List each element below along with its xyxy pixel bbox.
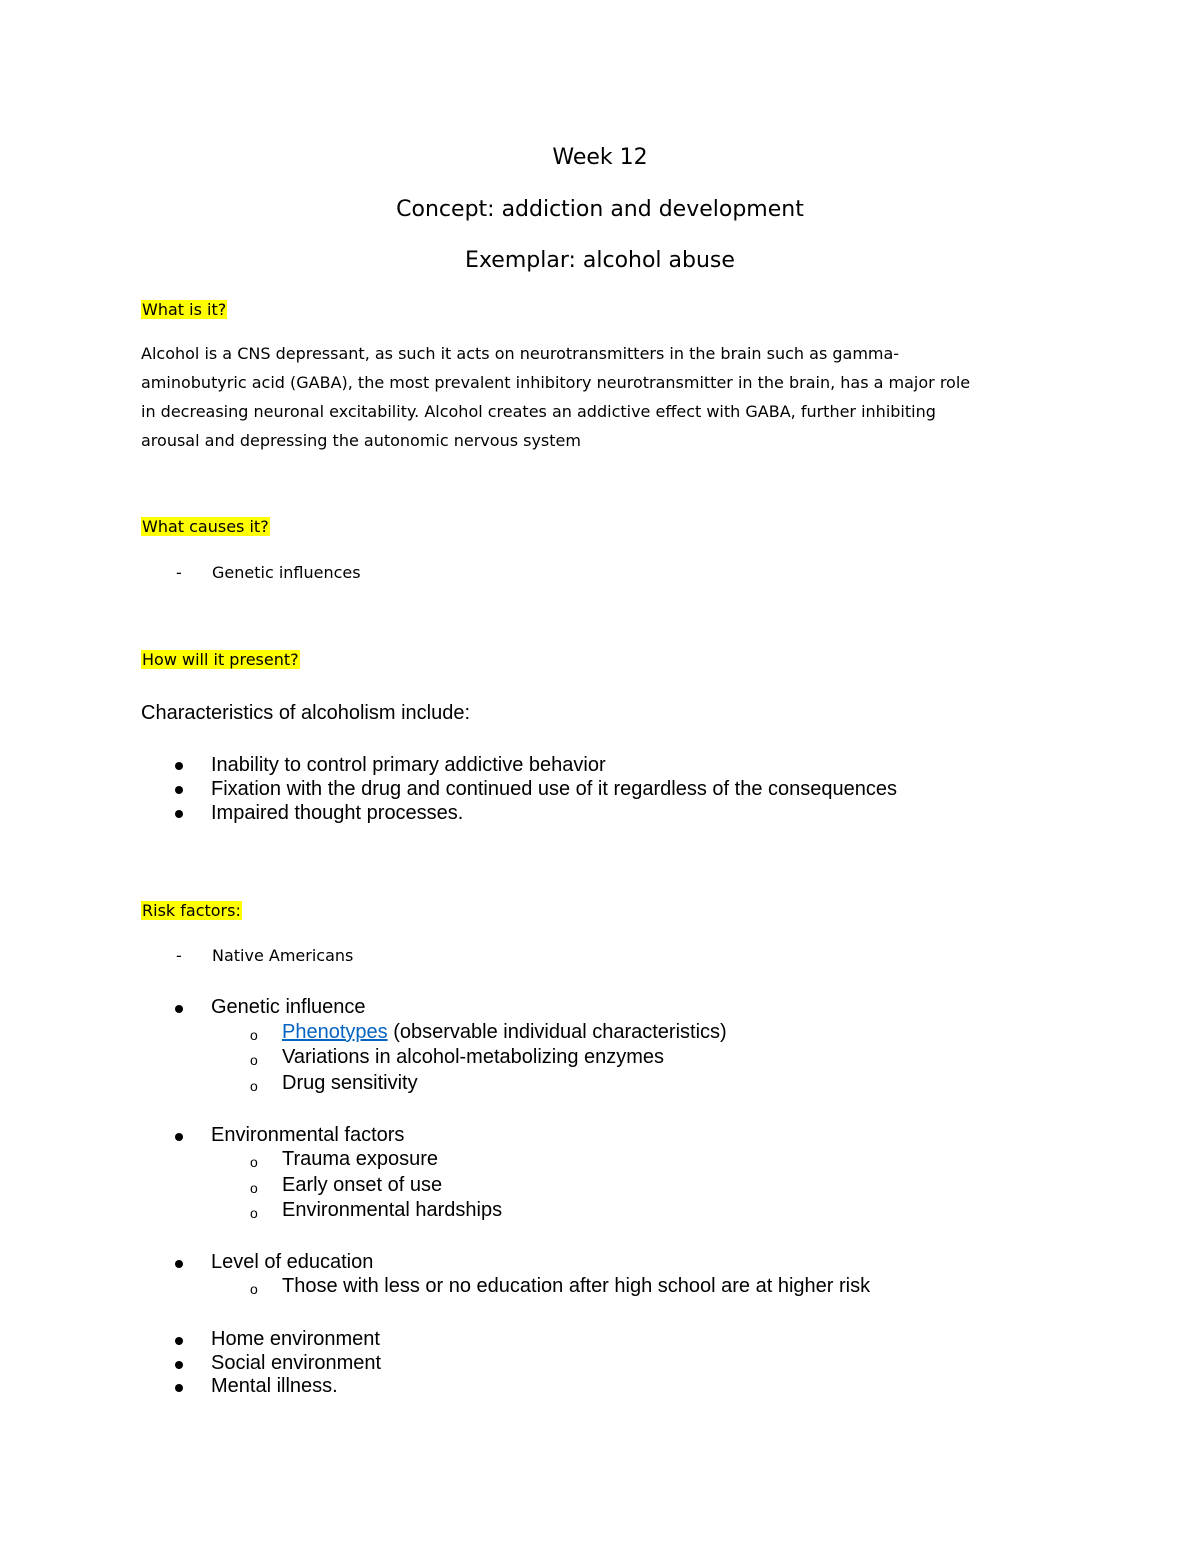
bullet-icon [175, 762, 183, 770]
bullet-icon [175, 1337, 183, 1345]
cause-item-text: Genetic influences [212, 563, 361, 582]
definition-line-4: arousal and depressing the autonomic nervous system [141, 431, 581, 450]
risk-factor-item: Mental illness. [211, 1375, 338, 1397]
presentation-item: Inability to control primary addictive behavior [211, 754, 606, 776]
presentation-intro: Characteristics of alcoholism include: [141, 702, 471, 724]
environmental-sub-item: Environmental hardships [282, 1199, 503, 1221]
risk-factor-item: Home environment [211, 1328, 380, 1350]
presentation-label: How will it present? [142, 650, 299, 669]
sub-bullet-marker: o [250, 1281, 258, 1297]
dash-marker: - [176, 946, 182, 965]
bullet-icon [175, 1133, 183, 1141]
risk-dash-item [0, 946, 1200, 966]
what-causes-it-label: What causes it? [142, 517, 269, 536]
sub-bullet-marker: o [250, 1078, 258, 1094]
bullet-icon [175, 1260, 183, 1268]
environmental-factors-item: Environmental factors [211, 1124, 405, 1146]
definition-line-1: Alcohol is a CNS depressant, as such it acts on neurotransmitters in the brain such as gamma- [141, 344, 900, 363]
education-item: Level of education [211, 1251, 374, 1273]
genetic-sub-item: Drug sensitivity [282, 1072, 418, 1094]
definition-line-2: aminobutyric acid (GABA), the most prevalent inhibitory neurotransmitter in the brain, has a major role [141, 373, 971, 392]
risk-factors-label: Risk factors: [142, 901, 241, 920]
bullet-icon [175, 786, 183, 794]
presentation-item: Impaired thought processes. [211, 802, 464, 824]
definition-line-3: in decreasing neuronal excitability. Alcohol creates an addictive effect with GABA, further inhibiting [141, 402, 936, 421]
risk-dash-item-text: Native Americans [212, 946, 354, 965]
bullet-icon [175, 1361, 183, 1369]
sub-bullet-marker: o [250, 1052, 258, 1068]
sub-bullet-marker: o [250, 1027, 258, 1043]
concept-heading: Concept: addiction and development [396, 197, 804, 222]
genetic-sub-item: Variations in alcohol-metabolizing enzymes [282, 1046, 665, 1068]
what-is-it-label: What is it? [142, 300, 227, 319]
education-sub-item: Those with less or no education after high school are at higher risk [282, 1275, 871, 1297]
bullet-icon [175, 1384, 183, 1392]
risk-factor-item: Social environment [211, 1352, 382, 1374]
presentation-item: Fixation with the drug and continued use of it regardless of the consequences [211, 778, 897, 800]
exemplar-heading: Exemplar: alcohol abuse [465, 248, 735, 273]
dash-marker: - [176, 563, 182, 582]
phenotypes-link[interactable]: Phenotypes [282, 1021, 388, 1043]
sub-bullet-marker: o [250, 1154, 258, 1170]
cause-item [0, 563, 1200, 583]
phenotypes-description: (observable individual characteristics) [387, 1021, 727, 1043]
genetic-influence-item: Genetic influence [211, 996, 366, 1018]
phenotypes-item [282, 1021, 727, 1044]
sub-bullet-marker: o [250, 1180, 258, 1196]
environmental-sub-item: Early onset of use [282, 1174, 443, 1196]
bullet-icon [175, 1005, 183, 1013]
environmental-sub-item: Trauma exposure [282, 1148, 438, 1170]
sub-bullet-marker: o [250, 1205, 258, 1221]
week-heading: Week 12 [552, 145, 648, 170]
bullet-icon [175, 810, 183, 818]
